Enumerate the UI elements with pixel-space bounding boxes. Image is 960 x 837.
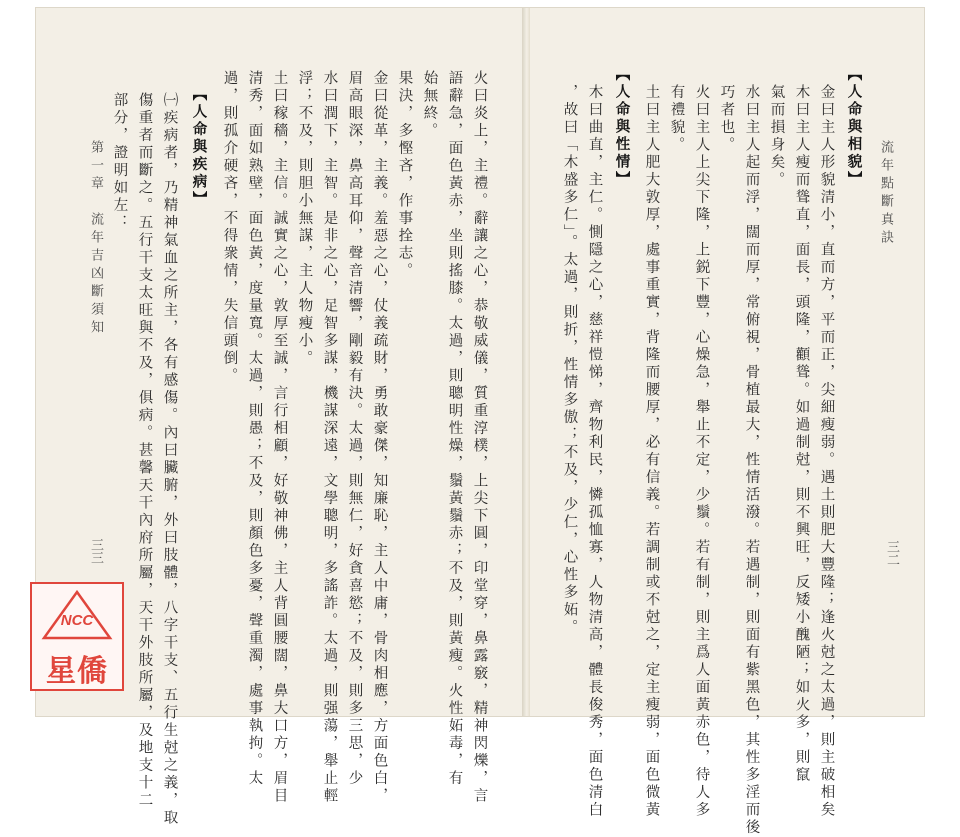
section-heading: 【人命與疾病】 [190, 86, 208, 209]
text-column: 始無終。 [421, 70, 438, 140]
text-column: 火曰主人上尖下隆，上鋭下豐，心燥急，舉止不定，少鬚。若有制，則主爲人面黃赤色，待人多 [693, 84, 710, 819]
text-column: ，故曰「木盛多仁」。太過，則折，性情多傲；不及，少仁，心性多妬。 [561, 84, 578, 637]
text-column: 火曰炎上，主禮。辭讓之心，恭敬威儀，質重淳樸，上尖下圓，印堂穿，鼻露竅，精神閃爍，言 [471, 70, 488, 805]
text-column: 語辭急，面色黃赤，坐則搖膝。太過，則聰明性燥，鬚黃鬚赤；不及，則黃瘦。火性妬毒，有 [446, 70, 463, 788]
text-column: 金曰從革，主義。羞惡之心，仗義疏財，勇敢豪傑，知廉恥，主人中庸，骨肉相應，方面色白， [371, 70, 388, 805]
text-column: 過，則孤介硬吝，不得衆情，失信頭倒。 [221, 70, 238, 385]
text-column: 土曰稼穡，主信。誠實之心，敦厚至誠，言行相顧，好敬神佛，主人背圓腰闊，鼻大口方，眉目 [271, 70, 288, 805]
right-folio: 三二 [884, 540, 899, 566]
text-column: 有禮貌。 [668, 84, 685, 154]
stamp-latin-text: NCC [60, 612, 94, 629]
section-heading: 【人命與性情】 [613, 66, 631, 189]
text-column: 清秀，面如熟壁，面色黃，度量寬。太過，則愚；不及，則顏色多憂，聲重濁，處事執拘。太 [246, 70, 263, 788]
text-column: 氣而損身矣。 [768, 84, 785, 189]
text-column: 水曰潤下，主智。是非之心，足智多謀，機謀深遠，文學聰明，多謠詐。太過，則强蕩，舉止輕 [321, 70, 338, 805]
book-gutter [522, 8, 530, 716]
text-column: ㈠疾病者，乃精神氣血之所主，各有感傷。內曰臟腑，外曰肢體，八字干支、五行生尅之義，取 [161, 92, 178, 827]
text-column: 眉高眼深，鼻高耳仰，聲音清響，剛毅有決。太過，則無仁，好貪喜慾；不及，則多三思，少 [346, 70, 363, 788]
text-column: 木曰主人瘦而聳直，面長，頭隆，顴聳。如過制尅，則不興旺，反矮小醜陋；如火多，則竄 [793, 84, 810, 784]
section-heading: 【人命與相貌】 [845, 66, 863, 189]
text-column: 木曰曲直，主仁。惻隱之心，慈祥愷悌，齊物利民，憐孤恤寡，人物清高，體長俊秀，面色清白 [586, 84, 603, 819]
text-column: 水曰主人起而浮，闊而厚，常俯視，骨植最大，性情活潑。若遇制，則面有紫黑色，其性多淫而後 [743, 84, 760, 837]
left-running-head: 第一章 流年吉凶斷須知 [88, 140, 103, 338]
text-column: 果決，多慳吝，作事拴志。 [396, 70, 413, 280]
text-column: 傷重者而斷之。五行干支太旺與不及，俱病。甚馨天干內府所屬，天干外肢所屬，及地支十二 [136, 92, 153, 810]
text-column: 土曰主人肥大敦厚，處事重實，背隆而腰厚，必有信義。若調制或不尅之，定主瘦弱，面色微黃 [643, 84, 660, 819]
text-column: 部分，證明如左： [111, 92, 128, 232]
left-folio: 三三 [88, 538, 103, 564]
ncc-logo-stamp [30, 582, 124, 691]
right-running-head: 流年點斷真訣 [878, 140, 893, 248]
stamp-chinese-text: 星僑 [46, 654, 108, 689]
text-column: 金曰主人形貌清小，直而方，平而正，尖細瘦弱。遇土則肥大豐隆；逢火尅之太過，則主破相矣 [818, 84, 835, 819]
text-column: 巧者也。 [718, 84, 735, 154]
text-column: 浮；不及，則胆小無謀，主人物瘦小。 [296, 70, 313, 368]
